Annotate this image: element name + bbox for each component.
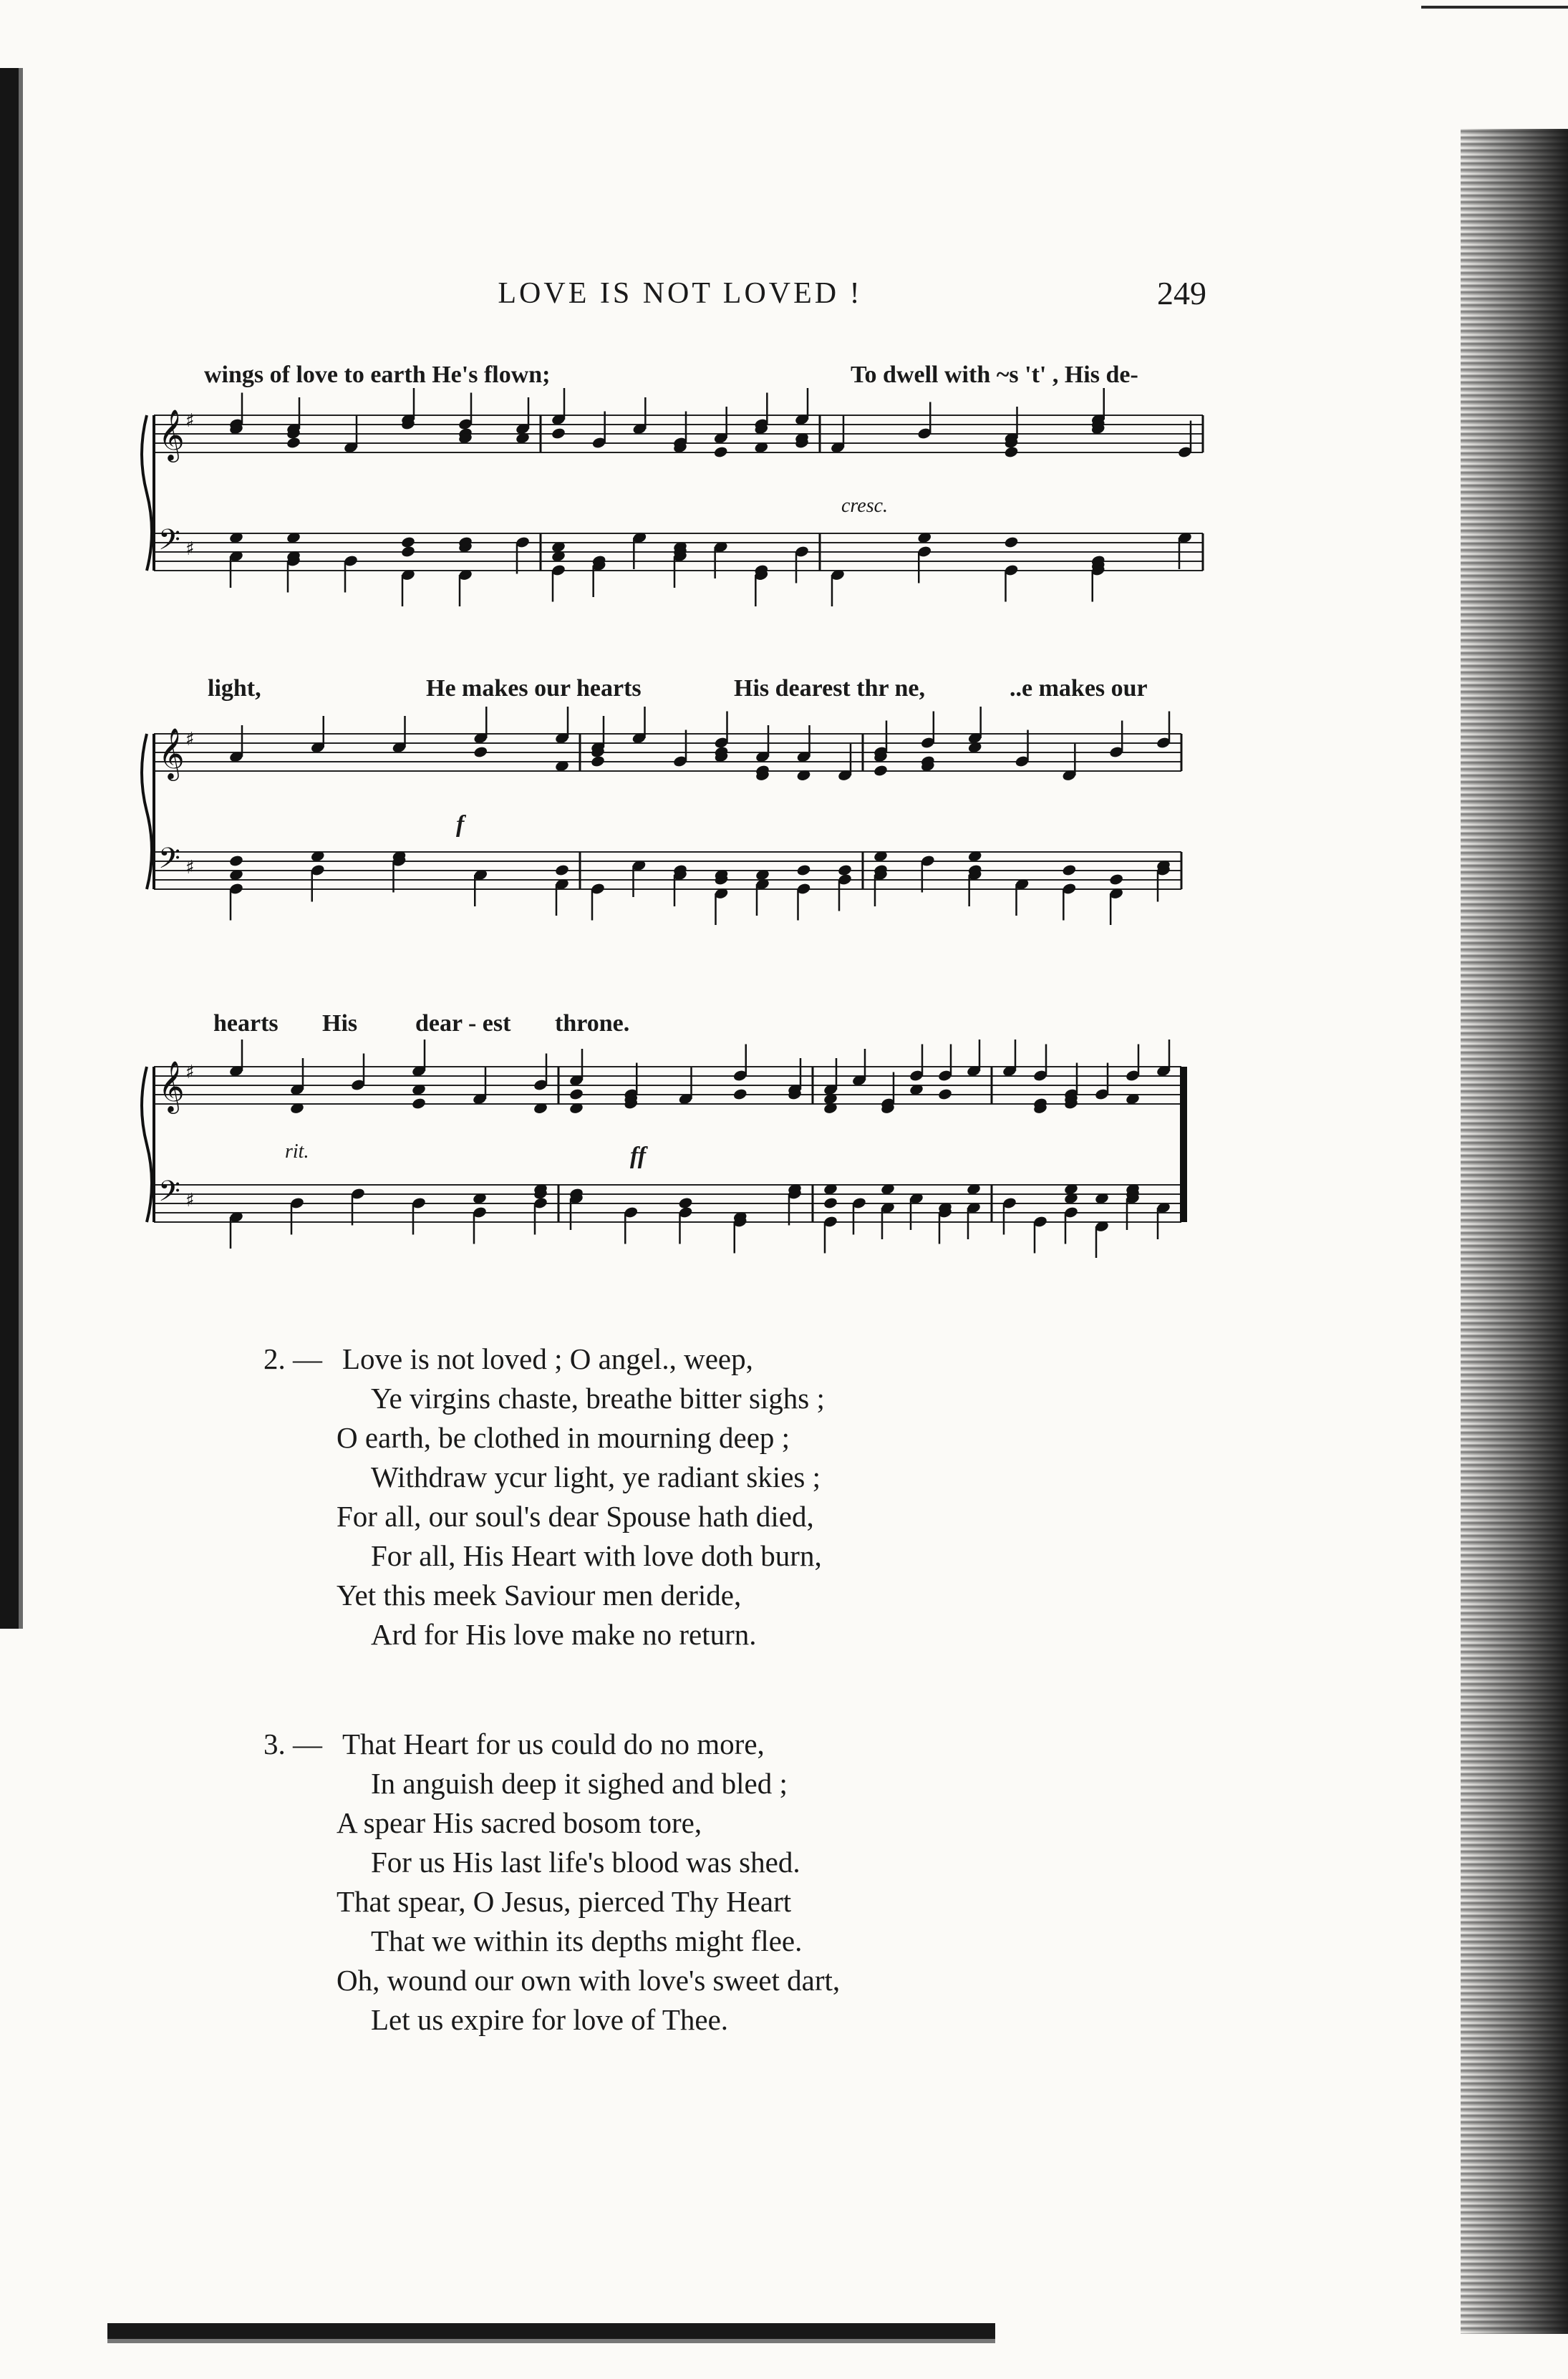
lyric-line: hearts xyxy=(213,1010,279,1037)
treble-clef-icon: 𝄞 xyxy=(158,727,185,779)
bass-clef-icon: 𝄢 xyxy=(158,842,180,882)
verse-line: That spear, O Jesus, pierced Thy Heart xyxy=(337,1885,792,1918)
treble-clef-icon: 𝄞 xyxy=(158,408,185,460)
lyric-line: light, xyxy=(208,675,261,702)
verse-line: Love is not loved ; O angel., weep, xyxy=(342,1342,753,1375)
treble-clef-icon: 𝄞 xyxy=(158,1060,185,1112)
sharp-icon: ♯ xyxy=(185,410,195,432)
verse-line: Yet this meek Saviour men deride, xyxy=(337,1579,742,1612)
note-head xyxy=(678,1196,693,1209)
sharp-icon: ♯ xyxy=(185,1062,195,1083)
sharp-icon: ♯ xyxy=(185,729,195,750)
note-head xyxy=(937,1087,952,1100)
bass-clef-icon: 𝄢 xyxy=(158,523,180,563)
verse-line: A spear His sacred bosom tore, xyxy=(337,1806,702,1839)
dynamic-marking: ff xyxy=(630,1143,647,1169)
verse-line: Let us expire for love of Thee. xyxy=(371,2003,729,2036)
sharp-icon: ♯ xyxy=(185,857,195,878)
note-head xyxy=(568,1087,584,1100)
verse-line: That we within its depths might flee. xyxy=(371,1924,803,1957)
page-title: LOVE IS NOT LOVED ! xyxy=(498,277,863,310)
bass-staff xyxy=(154,1175,1181,1222)
lyric-line: ..e makes our xyxy=(1010,675,1148,702)
verse-line: In anguish deep it sighed and bled ; xyxy=(371,1767,788,1800)
verse-number: 3. — xyxy=(263,1728,322,1760)
bass-clef-icon: 𝄢 xyxy=(158,1175,180,1215)
lyric-line: dear - est xyxy=(415,1010,511,1037)
verse-line: Ard for His love make no return. xyxy=(371,1618,757,1651)
tempo-marking: rit. xyxy=(285,1140,309,1163)
note-head xyxy=(823,1196,838,1209)
brace-icon xyxy=(142,1067,152,1222)
verse-line: O earth, be clothed in mourning deep ; xyxy=(337,1421,790,1454)
verse-line: For us His last life's blood was shed. xyxy=(371,1846,800,1879)
verse-line: Oh, wound our own with love's sweet dart, xyxy=(337,1964,841,1997)
verse-number: 2. — xyxy=(263,1342,322,1375)
dynamic-marking: f xyxy=(456,811,465,838)
lyric-line: throne. xyxy=(555,1010,630,1037)
lyric-line: To dwell with ~s 't' , His de- xyxy=(851,362,1138,388)
lyric-line: His dearest thr ne, xyxy=(734,675,925,702)
verse-line: For all, our soul's dear Spouse hath died, xyxy=(337,1500,814,1533)
verse-line: Withdraw ycur light, ye radiant skies ; xyxy=(371,1460,821,1493)
note-head xyxy=(411,1097,426,1110)
lyric-line: wings of love to earth He's flown; xyxy=(204,362,551,388)
sharp-icon: ♯ xyxy=(185,538,195,560)
lyric-line: His xyxy=(322,1010,358,1037)
lyric-line: He makes our hearts xyxy=(426,675,642,702)
treble-staff xyxy=(154,1060,1181,1114)
sharp-icon: ♯ xyxy=(185,1190,195,1211)
verse-line: For all, His Heart with love doth burn, xyxy=(371,1539,822,1572)
note-head xyxy=(732,1087,747,1100)
dynamic-marking: cresc. xyxy=(841,495,889,517)
page-number: 249 xyxy=(1157,275,1206,311)
verse-line: That Heart for us could do no more, xyxy=(342,1728,765,1760)
verse-line: Ye virgins chaste, breathe bitter sighs ; xyxy=(371,1382,825,1415)
final-barline xyxy=(1180,1067,1187,1222)
